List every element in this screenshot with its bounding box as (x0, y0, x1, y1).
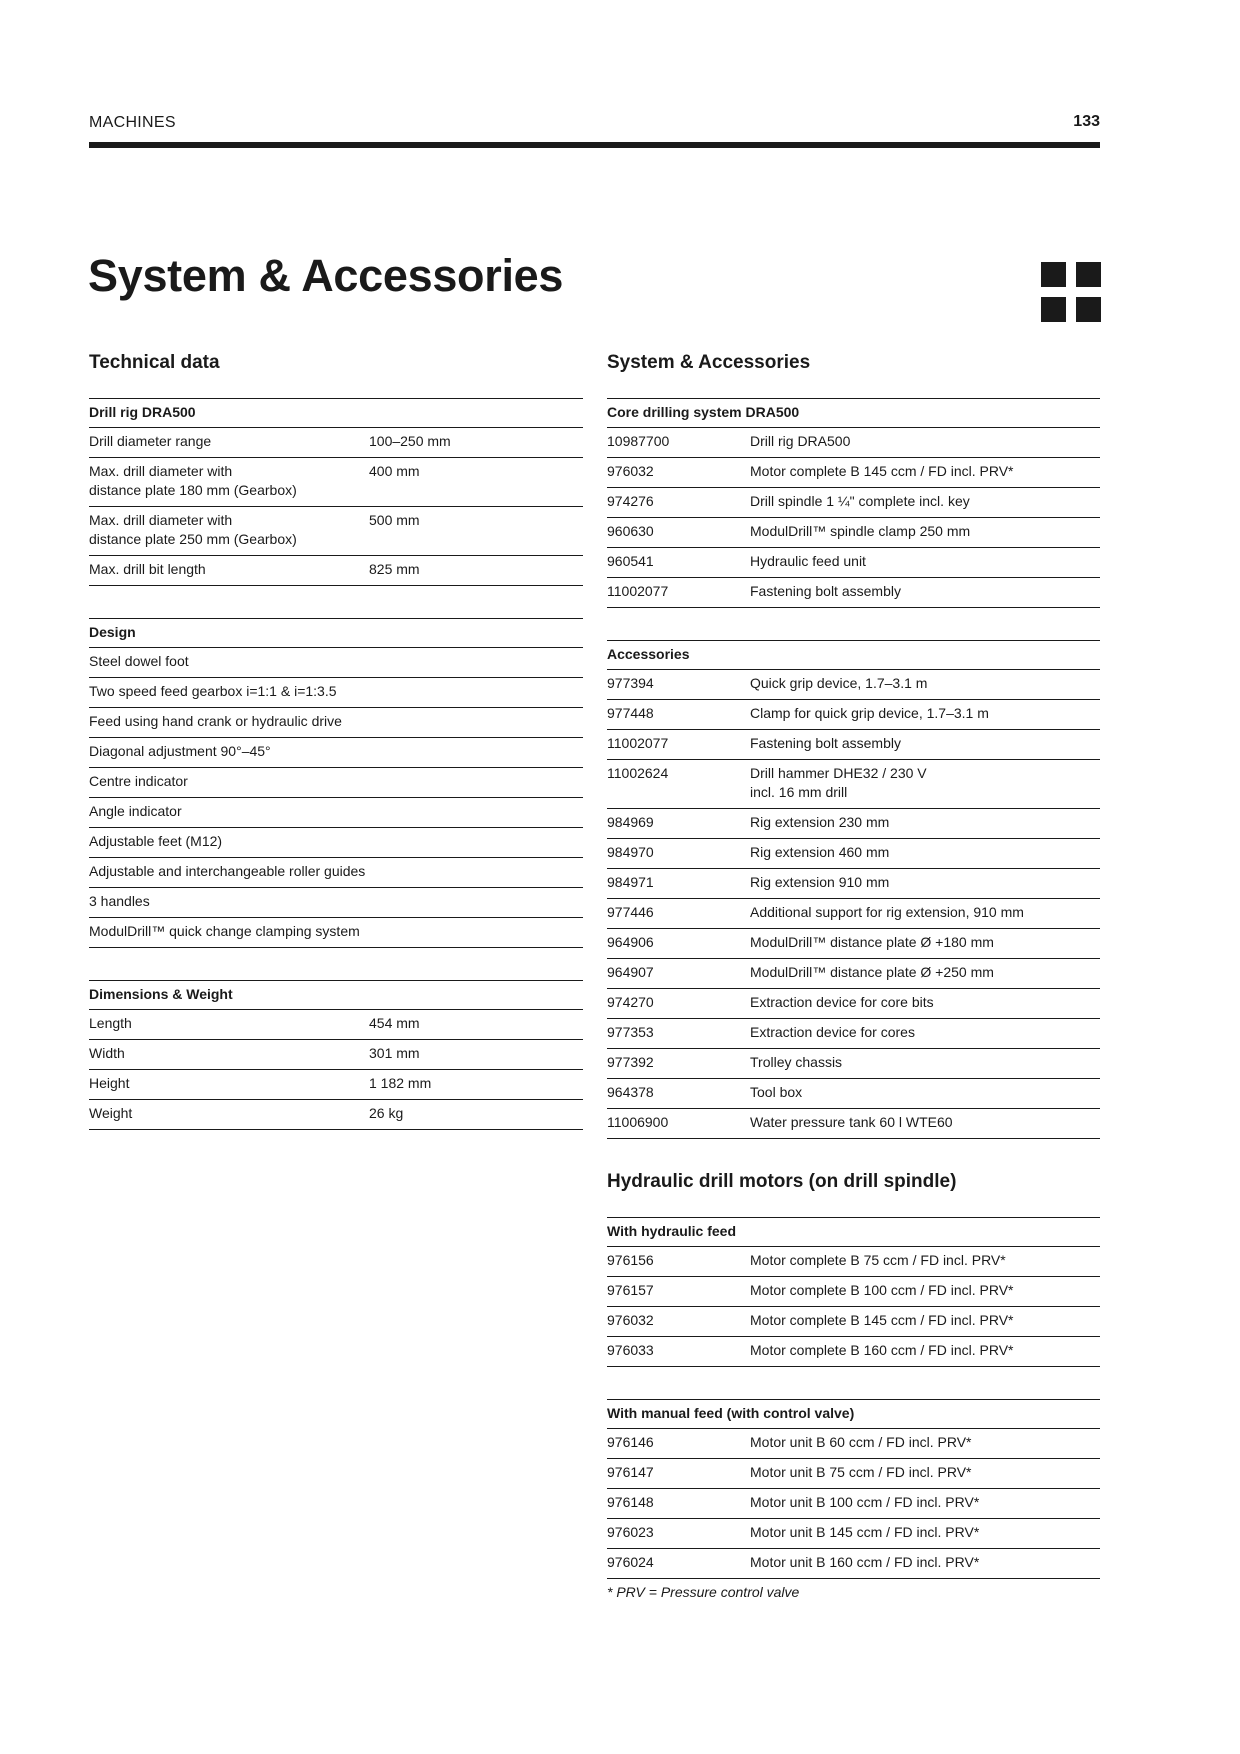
row-value: Motor complete B 145 ccm / FD incl. PRV* (750, 1312, 1014, 1328)
table-row (607, 428, 1100, 458)
table-row (89, 768, 583, 798)
row-label: 3 handles (89, 893, 150, 909)
hydraulic-feed-table (607, 1217, 1100, 1367)
row-label: 976148 (607, 1494, 654, 1510)
row-label: 11002624 (607, 765, 669, 781)
row-label: 984971 (607, 874, 654, 890)
row-value: Extraction device for cores (750, 1024, 915, 1040)
row-label: 977448 (607, 705, 654, 721)
row-label: 976032 (607, 1312, 654, 1328)
row-label: 976023 (607, 1524, 654, 1540)
row-label: 977394 (607, 675, 654, 691)
table-title: Accessories (607, 641, 1100, 670)
table-row (89, 858, 583, 888)
row-label: Max. drill diameter with distance plate 180 mm (Gearbox) (89, 463, 297, 498)
grid-logo-icon (1041, 262, 1101, 322)
row-label: 984970 (607, 844, 654, 860)
row-value: Motor complete B 100 ccm / FD incl. PRV* (750, 1282, 1014, 1298)
row-value: Trolley chassis (750, 1054, 843, 1070)
row-value: 400 mm (369, 463, 420, 479)
row-label: Angle indicator (89, 803, 182, 819)
table-row (607, 1307, 1100, 1337)
row-value: 1 182 mm (369, 1075, 432, 1091)
row-label: 974276 (607, 493, 654, 509)
technical-data-heading: Technical data (89, 352, 220, 373)
table-row (89, 458, 583, 507)
table-title: With hydraulic feed (607, 1218, 1100, 1247)
row-label: 964907 (607, 964, 654, 980)
table-row (89, 1100, 583, 1130)
table-row (607, 1429, 1100, 1459)
table-row (607, 730, 1100, 760)
row-label: 11002077 (607, 735, 669, 751)
table-row (89, 738, 583, 768)
row-label: 976157 (607, 1282, 654, 1298)
table-row (89, 918, 583, 948)
row-label: 960630 (607, 523, 654, 539)
design-table (89, 618, 583, 948)
row-label: Adjustable feet (M12) (89, 833, 223, 849)
table-row (607, 899, 1100, 929)
table-title: With manual feed (with control valve) (607, 1400, 1100, 1429)
row-label: 977353 (607, 1024, 654, 1040)
row-value: Rig extension 460 mm (750, 844, 890, 860)
row-value: 100–250 mm (369, 433, 451, 449)
table-row (89, 428, 583, 458)
table-row (607, 1459, 1100, 1489)
table-title: Drill rig DRA500 (89, 399, 583, 428)
row-label: Height (89, 1075, 130, 1091)
table-row (607, 839, 1100, 869)
table-row (607, 578, 1100, 608)
row-value: Motor unit B 160 ccm / FD incl. PRV* (750, 1554, 980, 1570)
row-label: 977392 (607, 1054, 654, 1070)
page-title: System & Accessories (88, 250, 564, 301)
row-label: Length (89, 1015, 132, 1031)
row-label: 11006900 (607, 1114, 669, 1130)
table-row (607, 1109, 1100, 1139)
table-title: Dimensions & Weight (89, 981, 583, 1010)
row-label: 976147 (607, 1464, 654, 1480)
row-label: Two speed feed gearbox i=1:1 & i=1:3.5 (89, 683, 337, 699)
table-row (89, 678, 583, 708)
row-value: 825 mm (369, 561, 420, 577)
table-row (89, 507, 583, 556)
row-value: Fastening bolt assembly (750, 583, 901, 599)
row-value: 26 kg (369, 1105, 404, 1121)
row-label: ModulDrill™ quick change clamping system (89, 923, 360, 939)
table-row (607, 1489, 1100, 1519)
table-row (607, 1277, 1100, 1307)
row-value: Rig extension 230 mm (750, 814, 890, 830)
table-row (607, 1247, 1100, 1277)
table-row (607, 989, 1100, 1019)
row-label: 964906 (607, 934, 654, 950)
table-row (607, 1019, 1100, 1049)
row-value: 301 mm (369, 1045, 420, 1061)
row-label: Diagonal adjustment 90°–45° (89, 743, 271, 759)
table-row (89, 556, 583, 586)
table-title: Design (89, 619, 583, 648)
row-value: Motor complete B 75 ccm / FD incl. PRV* (750, 1252, 1006, 1268)
row-value: Quick grip device, 1.7–3.1 m (750, 675, 928, 691)
row-value: ModulDrill™ distance plate Ø +250 mm (750, 964, 994, 980)
row-value: Motor unit B 75 ccm / FD incl. PRV* (750, 1464, 972, 1480)
row-label: Max. drill bit length (89, 561, 206, 577)
row-label: 977446 (607, 904, 654, 920)
table-row (89, 708, 583, 738)
row-value: Motor unit B 60 ccm / FD incl. PRV* (750, 1434, 972, 1450)
row-label: 10987700 (607, 433, 670, 449)
row-value: ModulDrill™ spindle clamp 250 mm (750, 523, 971, 539)
row-value: Additional support for rig extension, 910 mm (750, 904, 1024, 920)
table-title: Core drilling system DRA500 (607, 399, 1100, 428)
row-label: 964378 (607, 1084, 654, 1100)
row-value: 454 mm (369, 1015, 420, 1031)
table-row (607, 1079, 1100, 1109)
table-row (607, 1049, 1100, 1079)
table-row (89, 1040, 583, 1070)
drill-rig-table (89, 398, 583, 586)
row-value: Motor complete B 145 ccm / FD incl. PRV* (750, 463, 1014, 479)
row-value: Rig extension 910 mm (750, 874, 890, 890)
table-row (607, 488, 1100, 518)
row-label: Max. drill diameter with distance plate 250 mm (Gearbox) (89, 512, 297, 547)
table-row (607, 548, 1100, 578)
row-label: 976156 (607, 1252, 654, 1268)
motors-heading: Hydraulic drill motors (on drill spindle) (607, 1171, 957, 1192)
row-value: Extraction device for core bits (750, 994, 934, 1010)
table-row (607, 929, 1100, 959)
dimensions-table (89, 980, 583, 1130)
table-row (89, 1010, 583, 1040)
row-value: ModulDrill™ distance plate Ø +180 mm (750, 934, 994, 950)
row-label: Weight (89, 1105, 133, 1121)
row-label: 974270 (607, 994, 654, 1010)
table-row (607, 670, 1100, 700)
row-label: 984969 (607, 814, 654, 830)
header-rule (89, 142, 1100, 148)
row-label: 976024 (607, 1554, 654, 1570)
row-value: 500 mm (369, 512, 420, 528)
row-label: 976146 (607, 1434, 654, 1450)
row-label: Centre indicator (89, 773, 188, 789)
core-system-table (607, 398, 1100, 608)
row-value: Drill hammer DHE32 / 230 V incl. 16 mm drill (750, 765, 927, 800)
page-header (89, 112, 1100, 152)
row-value: Motor complete B 160 ccm / FD incl. PRV* (750, 1342, 1014, 1358)
row-value: Fastening bolt assembly (750, 735, 901, 751)
row-value: Water pressure tank 60 l WTE60 (750, 1114, 953, 1130)
table-row (607, 1549, 1100, 1579)
manual-feed-table (607, 1399, 1100, 1579)
table-row (607, 959, 1100, 989)
table-row (607, 518, 1100, 548)
system-accessories-column (607, 352, 1100, 1602)
accessories-table (607, 640, 1100, 1139)
footnote: * PRV = Pressure control valve (607, 1584, 800, 1600)
row-label: Width (89, 1045, 125, 1061)
system-accessories-heading: System & Accessories (607, 352, 811, 373)
table-row (607, 700, 1100, 730)
table-row (89, 798, 583, 828)
table-row (89, 1070, 583, 1100)
row-value: Drill spindle 1 ¼" complete incl. key (750, 493, 970, 509)
table-row (607, 1519, 1100, 1549)
table-row (607, 869, 1100, 899)
table-row (89, 648, 583, 678)
row-label: 11002077 (607, 583, 669, 599)
row-label: 976033 (607, 1342, 654, 1358)
table-row (607, 809, 1100, 839)
row-label: 976032 (607, 463, 654, 479)
row-label: Steel dowel foot (89, 653, 189, 669)
row-label: Feed using hand crank or hydraulic drive (89, 713, 342, 729)
row-value: Motor unit B 100 ccm / FD incl. PRV* (750, 1494, 980, 1510)
table-row (607, 1337, 1100, 1367)
table-row (89, 828, 583, 858)
row-label: Adjustable and interchangeable roller guides (89, 863, 366, 879)
page-number: 133 (1073, 113, 1100, 130)
row-value: Tool box (750, 1084, 803, 1100)
section-name: MACHINES (89, 114, 176, 131)
row-label: 960541 (607, 553, 654, 569)
row-value: Hydraulic feed unit (750, 553, 866, 569)
row-value: Drill rig DRA500 (750, 433, 851, 449)
table-row (607, 760, 1100, 809)
table-row (89, 888, 583, 918)
row-label: Drill diameter range (89, 433, 212, 449)
row-value: Clamp for quick grip device, 1.7–3.1 m (750, 705, 989, 721)
table-row (607, 458, 1100, 488)
row-value: Motor unit B 145 ccm / FD incl. PRV* (750, 1524, 980, 1540)
technical-data-column (89, 352, 583, 1162)
